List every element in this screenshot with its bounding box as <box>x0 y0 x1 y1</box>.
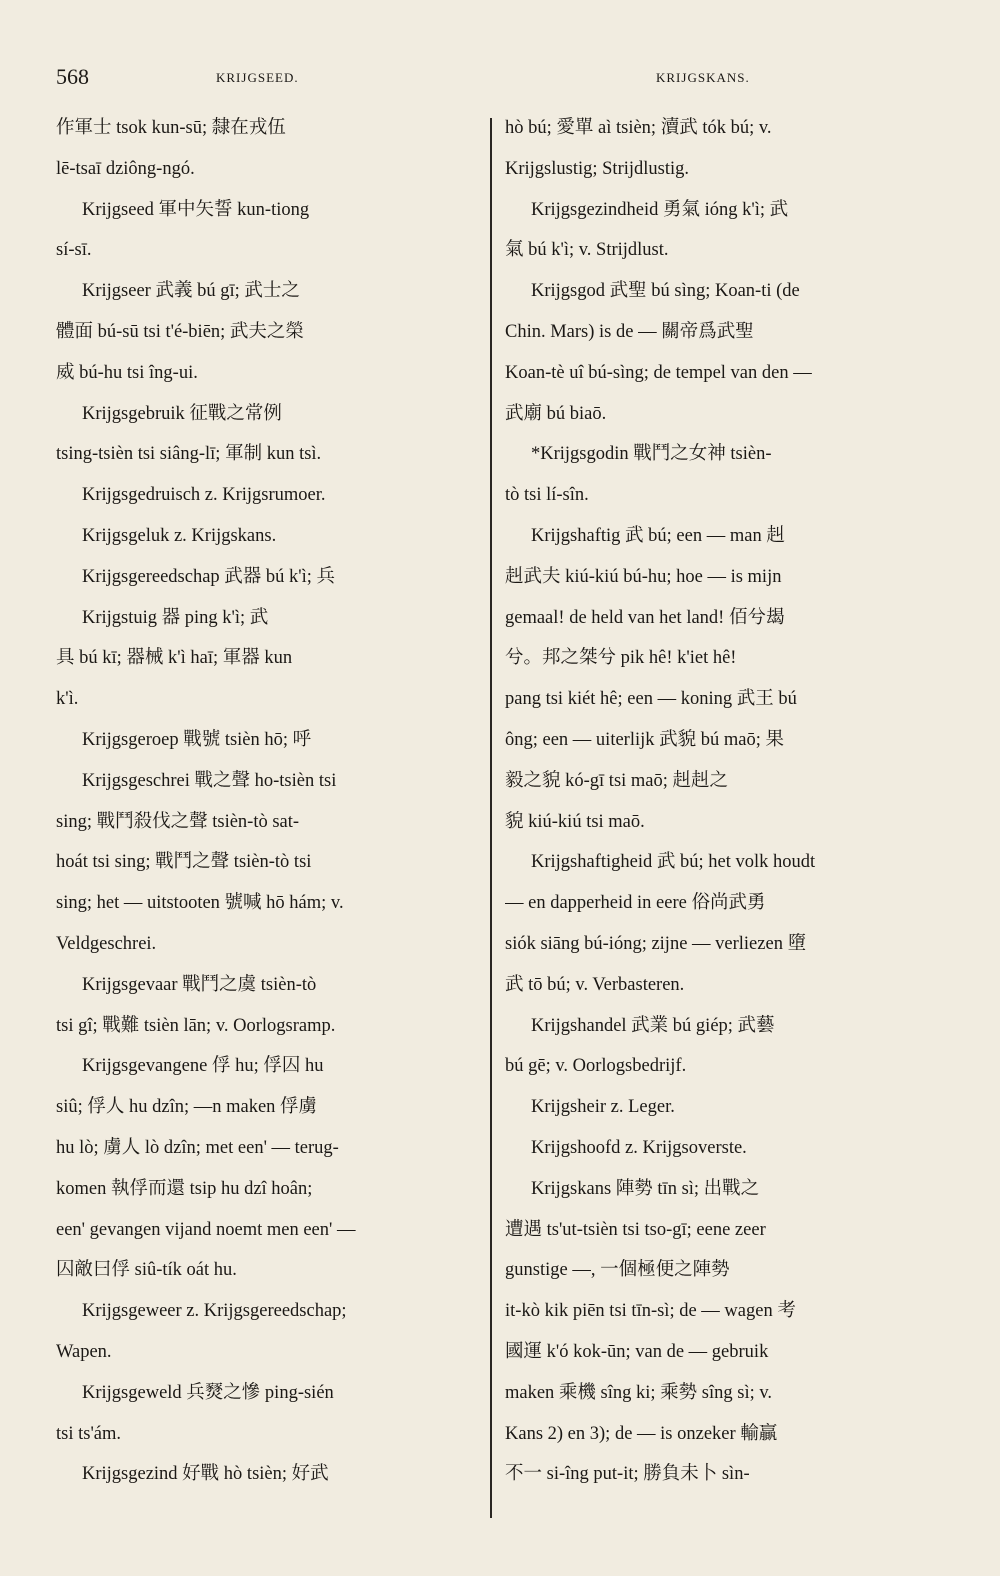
entry-line: gemaal! de held van het land! 佰兮朅 <box>505 607 785 628</box>
entry-line: 威 bú-hu tsi îng-ui. <box>56 362 198 383</box>
entry-line: Krijgsgeschrei 戰之聲 ho-tsièn tsi <box>82 770 337 791</box>
entry-line: 毅之貌 kó-gī tsi maō; 赳赳之 <box>505 770 729 791</box>
entry-line: Krijgshandel 武業 bú giép; 武藝 <box>531 1015 775 1036</box>
entry-line: Veldgeschrei. <box>56 933 157 954</box>
page-header <box>56 64 944 94</box>
entry-line: 兮。邦之桀兮 pik hê! k'iet hê! <box>505 648 737 669</box>
entry-line: Krijgstuig 器 ping k'ì; 武 <box>82 607 269 628</box>
right-running-head: KRIJGSKANS. <box>656 70 750 85</box>
entry-line: gunstige —, 一個極便之陣勢 <box>505 1260 730 1281</box>
entry-line: Krijgsgevaar 戰鬥之虞 tsièn-tò <box>82 974 317 995</box>
entry-line: lē-tsaī dziông-ngó. <box>56 158 195 179</box>
entry-line: it-kò kik piēn tsi tīn-sì; de — wagen 考 <box>505 1301 796 1322</box>
entry-line: 具 bú kī; 器械 k'ì haī; 軍器 kun <box>56 648 293 669</box>
left-column <box>56 108 481 1495</box>
entry-line: bú gē; v. Oorlogsbedrijf. <box>505 1056 687 1077</box>
entry-line: *Krijgsgodin 戰鬥之女神 tsièn- <box>531 444 772 465</box>
entry-line: 氣 bú k'ì; v. Strijdlust. <box>505 240 669 261</box>
column-divider <box>490 118 492 1518</box>
entry-line: siók siāng bú-ióng; zijne — verliezen 墮 <box>505 933 807 954</box>
entry-line: Krijgshaftig 武 bú; een — man 赳 <box>531 525 785 546</box>
entry-line: Krijgsgeweld 兵燹之慘 ping-sién <box>82 1382 334 1403</box>
entry-line: tò tsi lí-sîn. <box>505 485 589 506</box>
entry-line: Krijgshoofd z. Krijgsoverste. <box>531 1137 747 1158</box>
entry-line: Krijgsheir z. Leger. <box>531 1097 675 1118</box>
entry-line: Krijgsgezind 好戰 hò tsièn; 好武 <box>82 1464 329 1485</box>
entry-line: 國運 k'ó kok-ūn; van de — gebruik <box>505 1341 769 1362</box>
entry-line: Krijgsgeluk z. Krijgskans. <box>82 525 277 546</box>
entry-line: siû; 俘人 hu dzîn; —n maken 俘虜 <box>56 1097 318 1118</box>
entry-line: hoát tsi sing; 戰鬥之聲 tsièn-tò tsi <box>56 852 312 873</box>
entry-line: hò bú; 愛單 aì tsièn; 瀆武 tók bú; v. <box>505 118 772 138</box>
entry-line: Koan-tè uî bú-sìng; de tempel van den — <box>505 362 812 383</box>
entry-line: tsi gî; 戰難 tsièn lān; v. Oorlogsramp. <box>56 1015 336 1036</box>
entry-line: Krijgseer 武義 bú gī; 武士之 <box>82 281 300 302</box>
entry-line: Chin. Mars) is de — 關帝爲武聖 <box>505 321 754 342</box>
left-running-head: KRIJGSEED. <box>216 70 299 85</box>
entry-line: 不一 si-îng put-it; 勝負未卜 sìn- <box>505 1464 750 1485</box>
entry-line: tsing-tsièn tsi siâng-lī; 軍制 kun tsì. <box>56 444 322 465</box>
entry-line: 囚敵曰俘 siû-tík oát hu. <box>56 1260 237 1281</box>
entry-line: Krijgseed 軍中矢誓 kun-tiong <box>82 199 310 220</box>
entry-line: 遭遇 ts'ut-tsièn tsi tso-gī; eene zeer <box>505 1219 766 1240</box>
entry-line: — en dapperheid in eere 俗尚武勇 <box>505 893 766 914</box>
entry-line: 武 tō bú; v. Verbasteren. <box>505 974 685 995</box>
entry-line: sí-sī. <box>56 240 92 261</box>
entry-line: tsi ts'ám. <box>56 1423 122 1444</box>
entry-line: Krijgshaftigheid 武 bú; het volk houdt <box>531 852 816 873</box>
entry-line: Krijgslustig; Strijdlustig. <box>505 158 689 179</box>
entry-line: komen 執俘而還 tsip hu dzî hoân; <box>56 1178 313 1199</box>
entry-line: Krijgsgereedschap 武器 bú k'ì; 兵 <box>82 566 336 587</box>
entry-line: pang tsi kiét hê; een — koning 武王 bú <box>505 689 797 710</box>
entry-line: 貌 kiú-kiú tsi maō. <box>505 811 645 832</box>
right-column <box>505 108 937 1495</box>
entry-line: 作軍士 tsok kun-sū; 隸在戎伍 <box>56 118 286 138</box>
entry-line: Kans 2) en 3); de — is onzeker 輸贏 <box>505 1423 778 1444</box>
entry-line: Krijgsgezindheid 勇氣 ióng k'ì; 武 <box>531 199 789 220</box>
entry-line: Wapen. <box>56 1341 112 1362</box>
entry-line: Krijgsgedruisch z. Krijgsrumoer. <box>82 485 326 506</box>
entry-line: Krijgskans 陣勢 tīn sì; 出戰之 <box>531 1178 760 1199</box>
entry-line: 體面 bú-sū tsi t'é-biēn; 武夫之榮 <box>56 321 304 342</box>
entry-line: sing; 戰鬥殺伐之聲 tsièn-tò sat- <box>56 811 300 832</box>
entry-line: hu lò; 虜人 lò dzîn; met een' — terug- <box>56 1137 339 1158</box>
entry-line: Krijgsgeweer z. Krijgsgereedschap; <box>82 1301 347 1322</box>
entry-line: Krijgsgeroep 戰號 tsièn hō; 呼 <box>82 729 312 750</box>
entry-line: Krijgsgebruik 征戰之常例 <box>82 403 282 424</box>
entry-line: k'ì. <box>56 689 79 710</box>
entry-line: Krijgsgevangene 俘 hu; 俘囚 hu <box>82 1056 324 1077</box>
entry-line: Krijgsgod 武聖 bú sìng; Koan-ti (de <box>531 281 800 302</box>
entry-line: 武廟 bú biaō. <box>505 403 607 424</box>
entry-line: 赳武夫 kiú-kiú bú-hu; hoe — is mijn <box>505 566 782 587</box>
entry-line: een' gevangen vijand noemt men een' — <box>56 1219 356 1240</box>
entry-line: maken 乘機 sîng ki; 乘勢 sîng sì; v. <box>505 1382 773 1403</box>
page-number: 568 <box>56 64 89 89</box>
entry-line: ông; een — uiterlijk 武貌 bú maō; 果 <box>505 729 784 750</box>
entry-line: sing; het — uitstooten 號喊 hō hám; v. <box>56 893 344 914</box>
